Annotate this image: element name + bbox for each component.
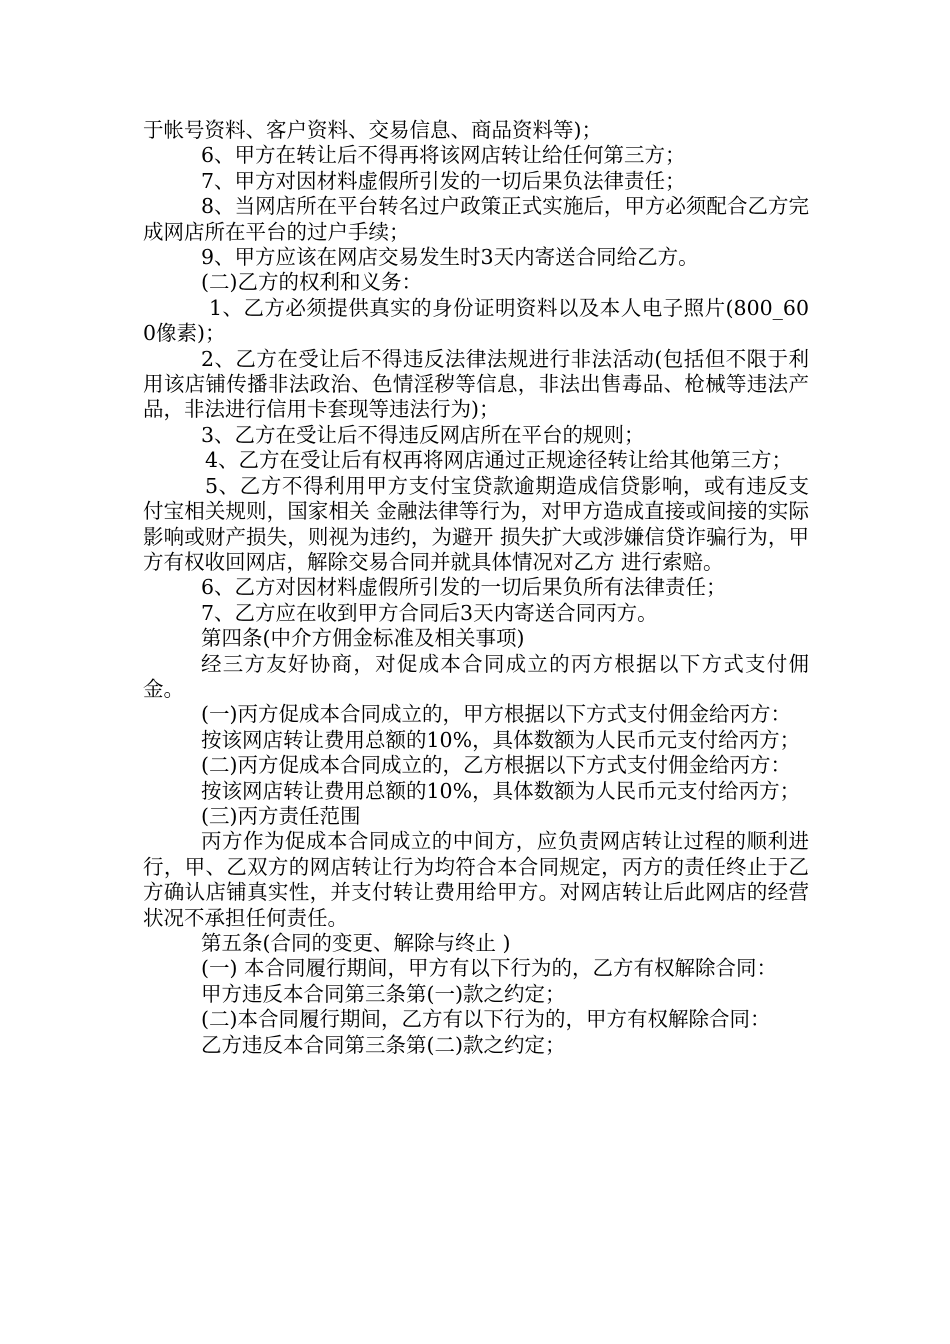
paragraph: 6、甲方在转让后不得再将该网店转让给任何第三方；: [201, 143, 686, 168]
paragraph: 9、甲方应该在网店交易发生时3天内寄送合同给乙方。: [201, 245, 699, 270]
paragraph: 3、乙方在受让后不得违反网店所在平台的规则；: [201, 422, 645, 447]
paragraph: 经三方友好协商，对促成本合同成立的丙方根据以下方式支付佣金。: [143, 651, 809, 701]
paragraph: (一)丙方促成本合同成立的，甲方根据以下方式支付佣金给丙方：: [201, 702, 791, 727]
paragraph: 1、乙方必须提供真实的身份证明资料以及本人电子照片(800_600像素)；: [143, 295, 809, 346]
paragraph: 甲方违反本合同第三条第(一)款之约定；: [201, 981, 566, 1006]
article-heading: 第四条(中介方佣金标准及相关事项): [201, 626, 525, 651]
section-heading: (二)乙方的权利和义务：: [201, 270, 422, 295]
paragraph: 按该网店转让费用总额的10%，具体数额为人民币元支付给丙方；: [201, 727, 801, 752]
paragraph: 2、乙方在受让后不得违反法律法规进行非法活动(包括但不限于利用该店铺传播非法政治、色情淫秽等信息，非法出售毒品、枪械等违法产品，非法进行信用卡套现等违法行为)；: [143, 346, 809, 422]
paragraph: 5、乙方不得利用甲方支付宝贷款逾期造成信贷影响，或有违反支付宝相关规则，国家相关 金融法律等行为，对甲方造成直接或间接的实际影响或财产损失，则视为违约，为避开 损失扩大或涉嫌信贷诈骗行为，甲方有权收回网店，解除交易合同并就具体情况对乙方 进行索赔。: [143, 473, 809, 574]
paragraph: (一) 本合同履行期间，甲方有以下行为的，乙方有权解除合同：: [201, 956, 778, 981]
paragraph: 6、乙方对因材料虚假所引发的一切后果负所有法律责任；: [201, 575, 727, 600]
paragraph: 8、当网店所在平台转名过户政策正式实施后，甲方必须配合乙方完成网店所在平台的过户手续；: [143, 194, 809, 244]
paragraph: 于帐号资料、客户资料、交易信息、商品资料等)；: [143, 118, 602, 142]
paragraph: (二)丙方促成本合同成立的，乙方根据以下方式支付佣金给丙方：: [201, 753, 791, 778]
section-heading: (三)丙方责任范围: [201, 803, 361, 828]
paragraph: 7、乙方应在收到甲方合同后3天内寄送合同丙方。: [201, 600, 658, 625]
article-heading: 第五条(合同的变更、解除与终止 ): [201, 931, 511, 955]
document-body: [143, 118, 809, 1058]
paragraph: (二)本合同履行期间，乙方有以下行为的，甲方有权解除合同：: [201, 1007, 771, 1032]
paragraph: 4、乙方在受让后有权再将网店通过正规途径转让给其他第三方；: [205, 448, 793, 473]
paragraph: 丙方作为促成本合同成立的中间方，应负责网店转让过程的顺利进行，甲、乙双方的网店转让行为均符合本合同规定，丙方的责任终止于乙方确认店铺真实性，并支付转让费用给甲方。对网店转让后此网店的经营状况不承担任何责任。: [143, 829, 809, 930]
paragraph: 按该网店转让费用总额的10%，具体数额为人民币元支付给丙方；: [201, 778, 801, 803]
paragraph: 乙方违反本合同第三条第(二)款之约定；: [201, 1032, 566, 1057]
paragraph: 7、甲方对因材料虚假所引发的一切后果负法律责任；: [201, 168, 686, 193]
